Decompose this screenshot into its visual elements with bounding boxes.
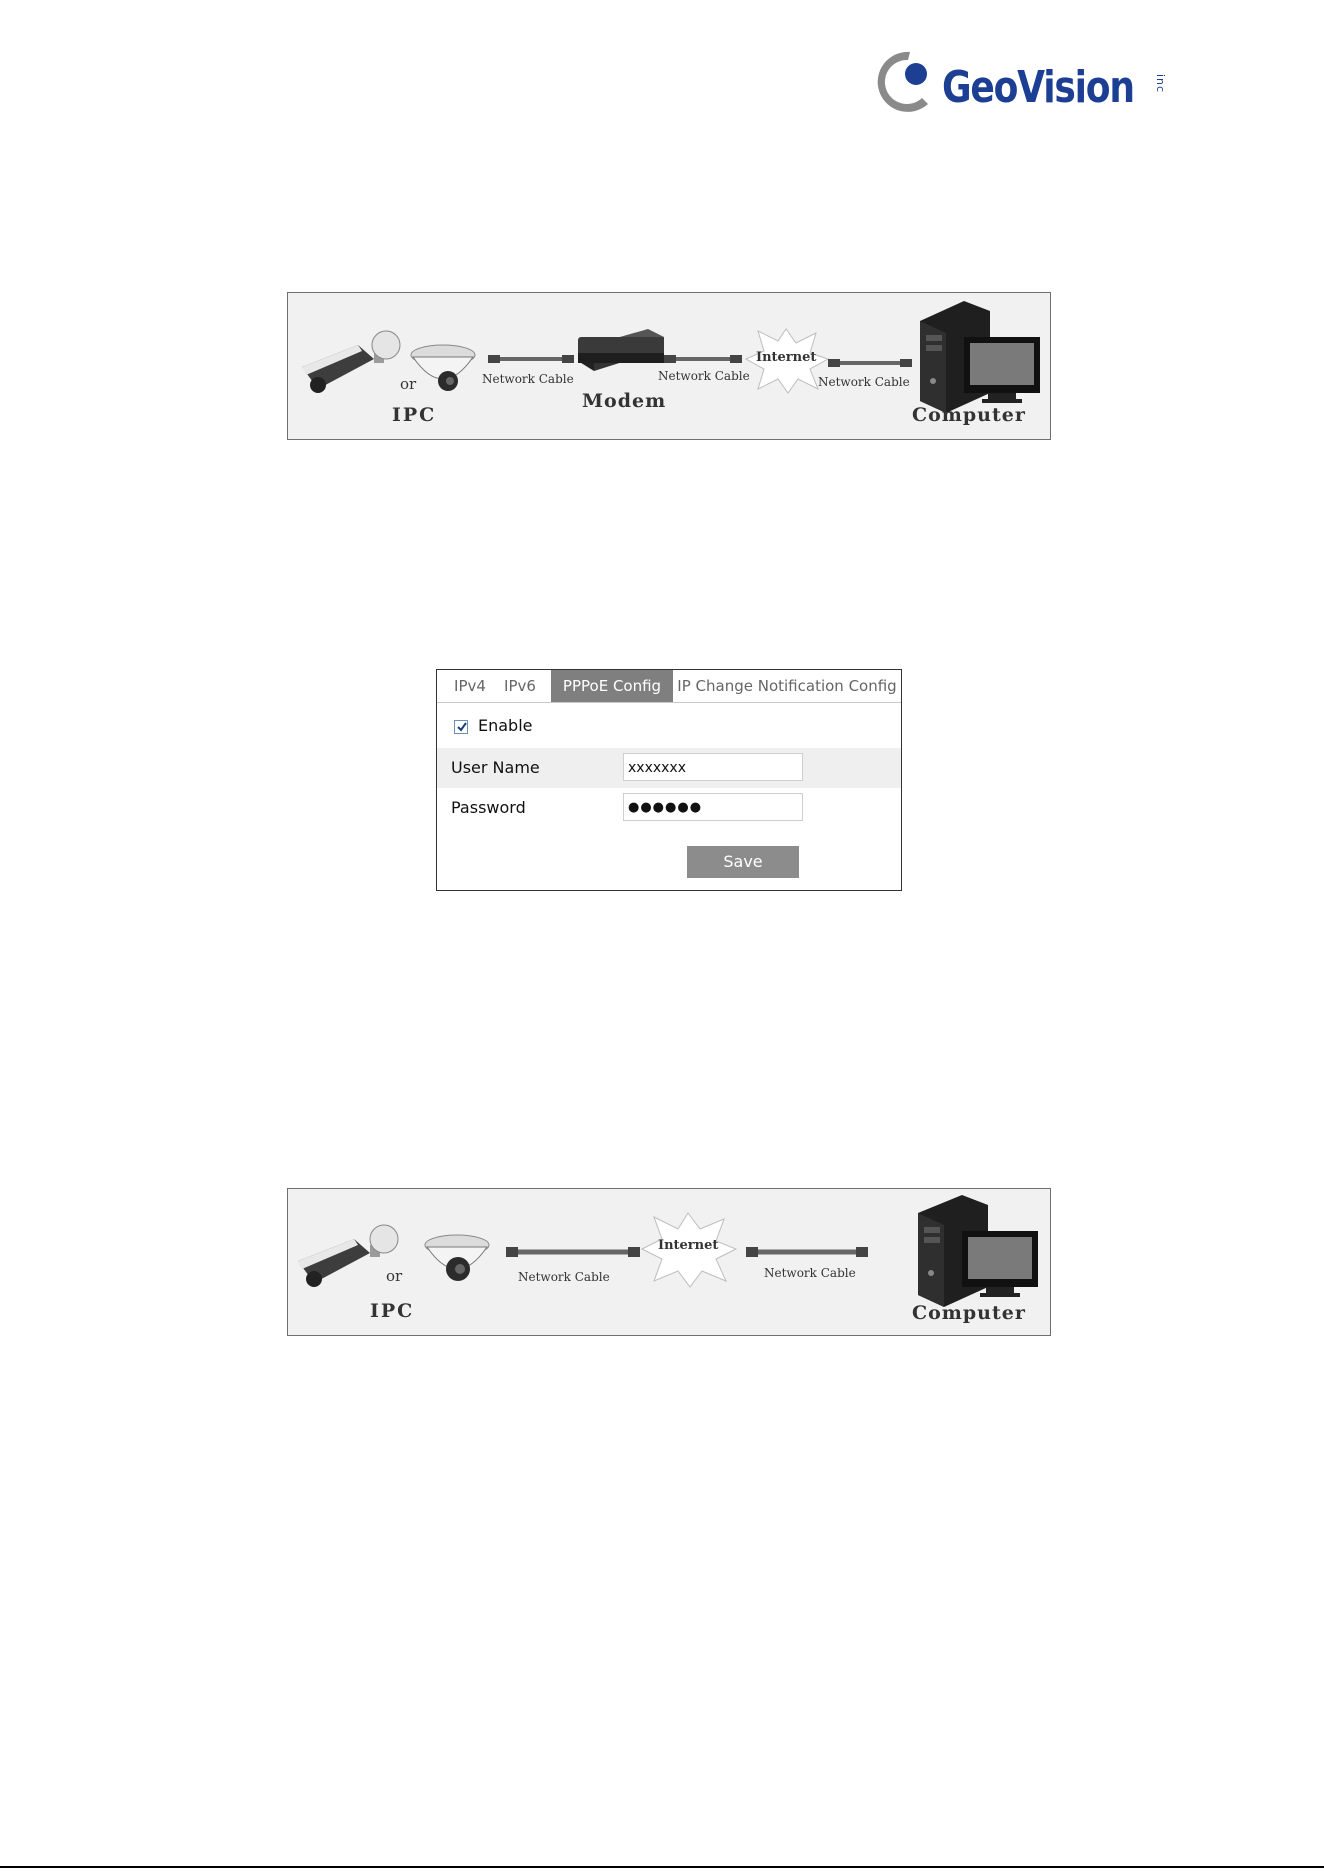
username-row xyxy=(437,748,901,788)
network-cable-icon xyxy=(746,1247,868,1257)
cable2-label: Network Cable xyxy=(658,369,750,383)
tab-ipv4[interactable]: IPv4 xyxy=(454,677,486,695)
tab-pppoe-config[interactable]: PPPoE Config xyxy=(551,670,673,702)
ipc-label: IPC xyxy=(370,1300,415,1322)
static-ip-network-diagram xyxy=(287,1188,1051,1336)
password-label: Password xyxy=(451,798,526,817)
modem-icon xyxy=(578,329,664,371)
cable2-label: Network Cable xyxy=(764,1266,856,1280)
cable1-label: Network Cable xyxy=(482,372,574,386)
or-label: or xyxy=(400,375,417,393)
page-footer-rule xyxy=(0,1866,1324,1868)
network-tabs xyxy=(437,670,901,703)
geovision-logo xyxy=(872,40,1172,120)
tab-ip-change-notification-config[interactable]: IP Change Notification Config xyxy=(677,677,897,695)
username-label: User Name xyxy=(451,758,540,777)
check-icon xyxy=(456,721,468,733)
cable3-label: Network Cable xyxy=(818,375,910,389)
network-cable-icon xyxy=(828,359,912,367)
cable1-label: Network Cable xyxy=(518,1270,610,1284)
computer-icon xyxy=(918,1195,1038,1307)
save-button[interactable]: Save xyxy=(687,846,799,878)
pppoe-config-panel xyxy=(436,669,902,891)
password-input[interactable]: ●●●●●● xyxy=(623,793,803,821)
logo-inc: inc xyxy=(1154,74,1167,94)
pppoe-network-diagram xyxy=(287,292,1051,440)
enable-label: Enable xyxy=(478,716,533,735)
dome-camera-icon xyxy=(425,1235,489,1281)
network-cable-icon xyxy=(664,355,742,363)
bullet-camera-icon xyxy=(298,1225,398,1287)
computer-label: Computer xyxy=(912,404,1026,426)
computer-label: Computer xyxy=(912,1302,1026,1324)
ipc-label: IPC xyxy=(392,404,437,426)
internet-label: Internet xyxy=(658,1238,719,1253)
username-input[interactable]: xxxxxxx xyxy=(623,753,803,781)
logo-text: GeoVision xyxy=(942,62,1134,113)
dome-camera-icon xyxy=(411,345,475,391)
modem-label: Modem xyxy=(582,390,667,412)
network-cable-icon xyxy=(506,1247,640,1257)
tab-ipv6[interactable]: IPv6 xyxy=(504,677,536,695)
bullet-camera-icon xyxy=(302,331,400,393)
computer-icon xyxy=(920,301,1040,413)
internet-label: Internet xyxy=(756,350,817,365)
network-cable-icon xyxy=(488,355,574,363)
enable-checkbox[interactable] xyxy=(454,720,468,734)
geovision-logo-mark-icon xyxy=(872,44,934,116)
password-row xyxy=(437,788,901,828)
or-label: or xyxy=(386,1267,403,1285)
